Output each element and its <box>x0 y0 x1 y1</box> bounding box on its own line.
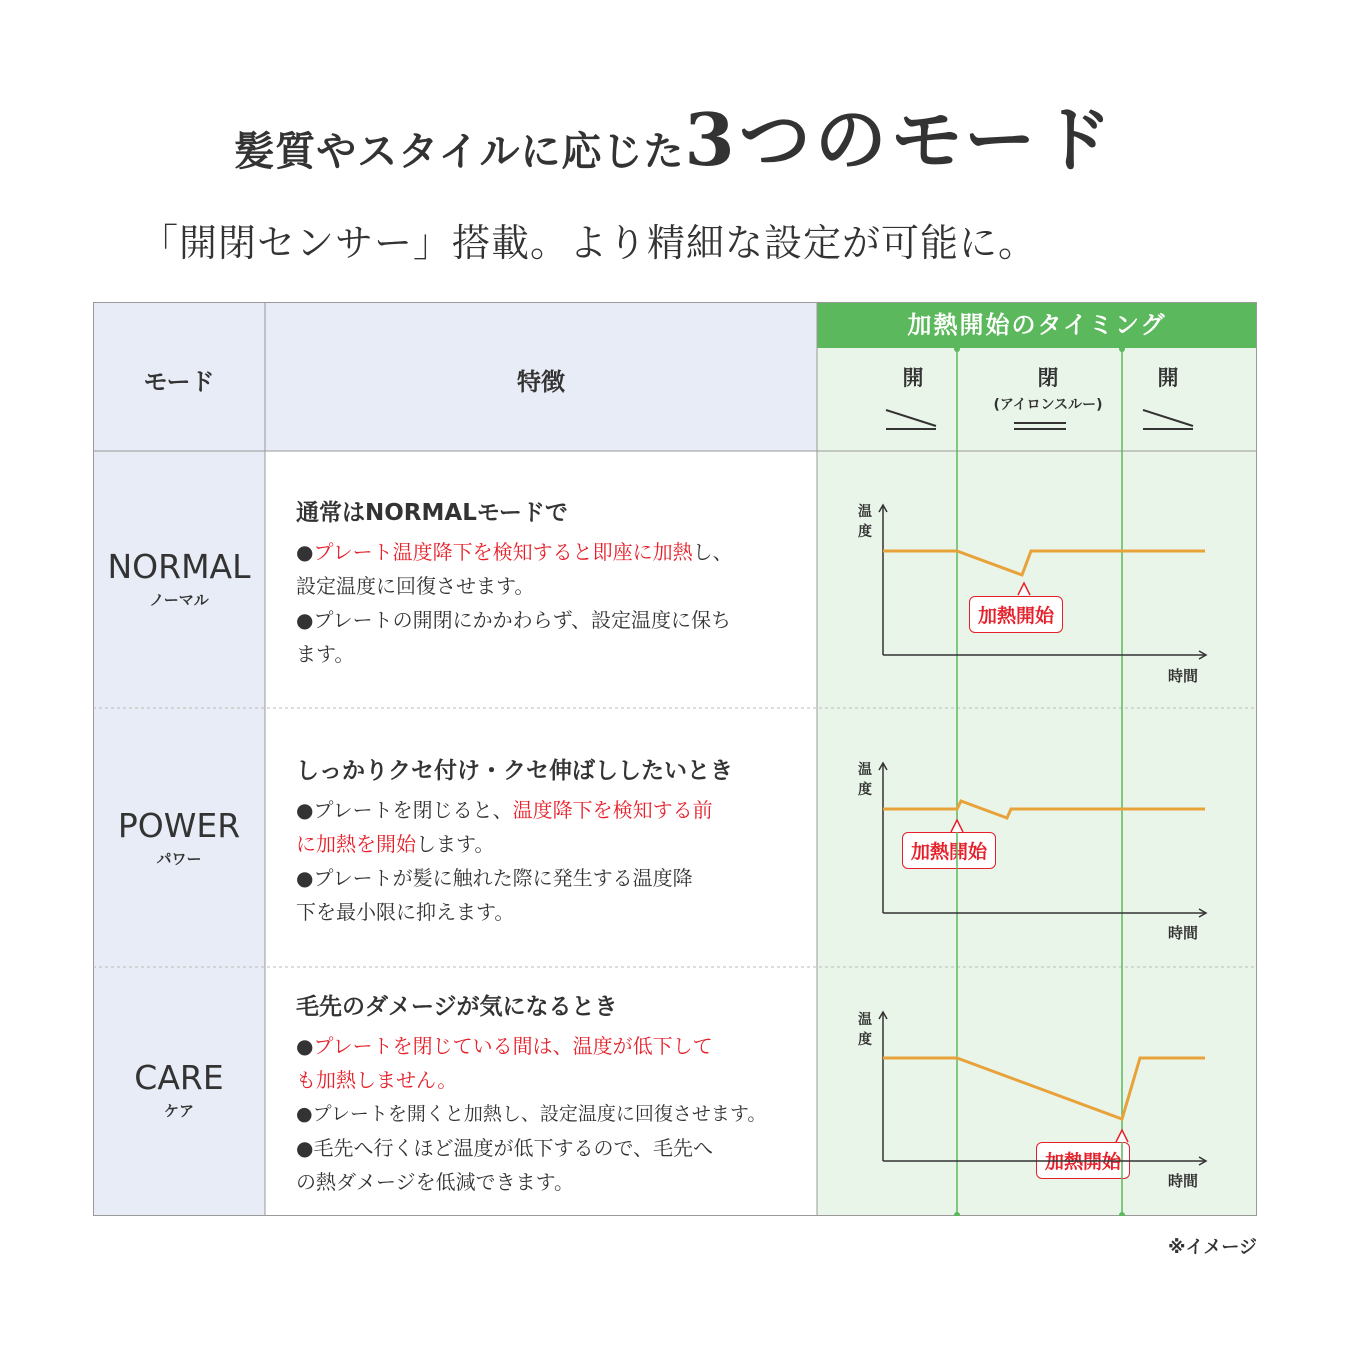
mode-normal-name: NORMAL <box>107 547 251 586</box>
heating-start-callout: 加熱開始 <box>969 596 1063 633</box>
feature-title: 毛先のダメージが気になるとき <box>296 994 618 1020</box>
title-main: 3つのモード <box>684 97 1116 182</box>
feature-normal <box>296 494 806 671</box>
feature-line: 下を最小限に抑えます。 <box>296 900 515 924</box>
header-feature: 特徴 <box>517 368 565 396</box>
page-title <box>0 82 1350 186</box>
axis-y-label: 温度 <box>858 762 872 798</box>
axis-x-label: 時間 <box>1168 667 1199 685</box>
axis-x-label: 時間 <box>1168 1172 1199 1190</box>
feature-line: ●プレートを閉じると、温度降下を検知する前 <box>296 798 713 822</box>
feature-line: ます。 <box>296 642 355 666</box>
feature-power <box>296 752 806 929</box>
header-mode: モード <box>143 368 215 396</box>
mode-power-name: POWER <box>117 806 241 845</box>
mode-power-kana: パワー <box>156 850 202 868</box>
feature-line: ●プレートを開くと加熱し、設定温度に回復させます。 <box>296 1103 767 1125</box>
mode-care-name: CARE <box>134 1058 224 1097</box>
feature-care <box>296 988 806 1199</box>
title-prefix: 髪質やスタイルに応じた <box>234 128 685 175</box>
feature-title: 通常はNORMALモードで <box>296 500 568 526</box>
heating-start-callout: 加熱開始 <box>902 832 996 869</box>
feature-line: の熱ダメージを低減できます。 <box>296 1170 574 1194</box>
mode-care-kana: ケア <box>163 1102 194 1120</box>
feature-line: 設定温度に回復させます。 <box>296 574 535 598</box>
feature-line: ●プレート温度降下を検知すると即座に加熱し、 <box>296 540 733 564</box>
mode-table <box>93 302 1257 1216</box>
timing-col-open-1: 開 <box>902 366 924 390</box>
feature-line: ●プレートの開閉にかかわらず、設定温度に保ち <box>296 608 732 632</box>
axis-x-label: 時間 <box>1168 924 1199 942</box>
feature-line: ●プレートが髪に触れた際に発生する温度降 <box>296 866 693 890</box>
timing-column <box>817 302 1257 1216</box>
feature-line: も加熱しません。 <box>296 1068 458 1092</box>
heating-start-callout: 加熱開始 <box>1036 1142 1130 1179</box>
feature-line: に加熱を開始します。 <box>296 832 495 856</box>
feature-line: ●プレートを閉じている間は、温度が低下して <box>296 1034 713 1058</box>
mode-normal-kana: ノーマル <box>149 591 209 609</box>
timing-col-open-2: 開 <box>1157 366 1179 390</box>
axis-y-label: 温度 <box>858 1012 872 1048</box>
timing-col-close-sub: (アイロンスルー) <box>993 397 1103 413</box>
feature-title: しっかりクセ付け・クセ伸ばししたいとき <box>296 758 733 784</box>
page-subtitle: 「開閉センサー」搭載。より精細な設定が可能に。 <box>140 221 1038 265</box>
timing-col-close: 閉 <box>1037 366 1059 390</box>
image-note: ※イメージ <box>1168 1237 1257 1258</box>
feature-line: ●毛先へ行くほど温度が低下するので、毛先へ <box>296 1136 714 1160</box>
axis-y-label: 温度 <box>858 504 872 540</box>
timing-header: 加熱開始のタイミング <box>817 302 1257 348</box>
